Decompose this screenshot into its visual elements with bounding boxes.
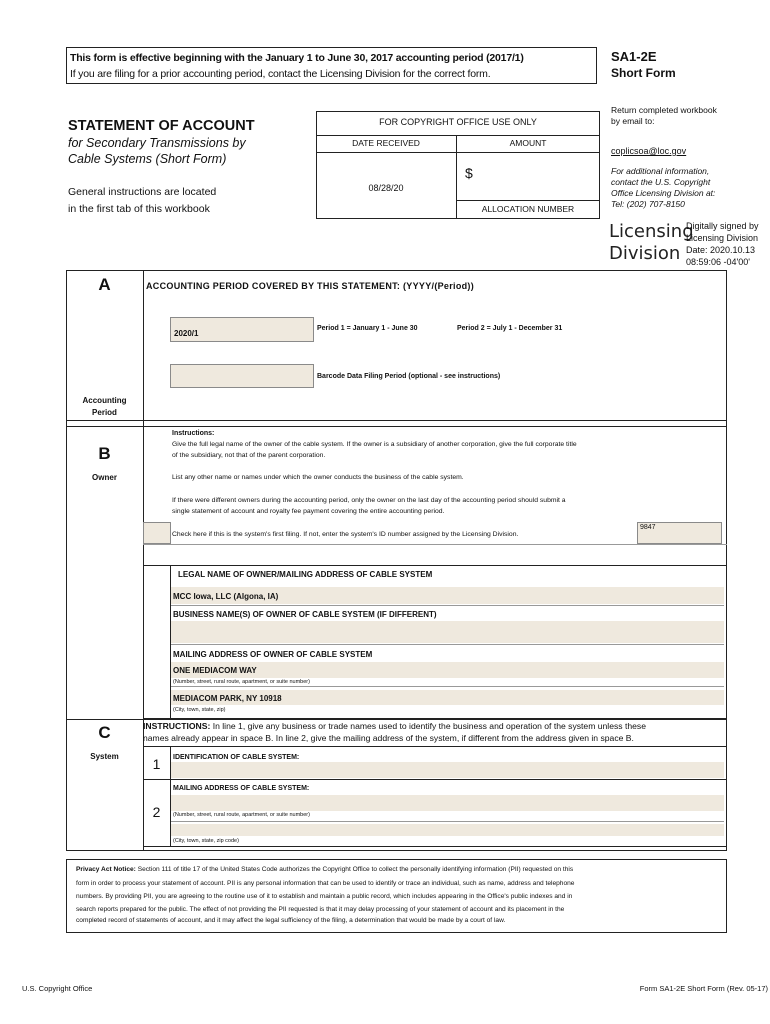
privacy-text-1: Section 111 of title 17 of the United States Code authorizes the Copyright Office to collect the personally identifying information (PII) requested on this [135,866,574,873]
privacy-line-2: form in order to process your statement of account. PII is any personal information that can be used to identify or trace an individual, such as name, address and telephone [76,880,575,887]
allocation-number-label: ALLOCATION NUMBER [481,204,575,214]
system-city-hint: (City, town, state, zip code) [173,838,239,844]
legal-name-value: MCC Iowa, LLC (Algona, IA) [173,592,279,601]
system-id-value: 9847 [640,524,656,531]
footer-left: U.S. Copyright Office [22,984,93,993]
telephone: Tel: (202) 707-8150 [611,199,685,209]
privacy-line-5: completed record of statements of account, and it may affect the legal sufficiency of the filing, a determination that would be made by a court of law. [76,917,506,924]
system-instructions-2: names already appear in space B. In line 2, give the mailing address of the system, if different from the address given in space B. [143,733,634,743]
owner-city-value: MEDIACOM PARK, NY 10918 [173,694,282,703]
form-code: SA1-2E [611,49,657,64]
owner-street-hint: (Number, street, rural route, apartment, or suite number) [173,679,310,685]
owner-instructions-title: Instructions: [172,430,215,437]
legal-name-heading: LEGAL NAME OF OWNER/MAILING ADDRESS OF CABLE SYSTEM [178,570,433,579]
title-sub-2: Cable Systems (Short Form) [68,152,227,166]
signature-line-1: Digitally signed by [686,221,759,231]
additional-info-2: contact the U.S. Copyright [611,177,711,187]
signature-name-1: Licensing [609,221,694,242]
owner-instruction-5: single statement of account and royalty fee payment covering the entire accounting period. [172,508,445,515]
section-c-label: System [90,752,119,761]
footer-right: Form SA1-2E Short Form (Rev. 05-17) [639,984,768,993]
identification-field[interactable] [171,762,724,778]
owner-instruction-4: If there were different owners during the accounting period, only the owner on the last day of the accounting period should submit a [172,497,566,504]
owner-instruction-2: of the subsidiary, not that of the parent corporation. [172,452,326,459]
privacy-line-1 [76,866,573,874]
owner-city-hint: (City, town, state, zip) [173,707,226,713]
owner-street-value: ONE MEDIACOM WAY [173,666,257,675]
effective-line: This form is effective beginning with the January 1 to June 30, 2017 accounting period (2017/1) [70,52,524,64]
system-instructions-bold: INSTRUCTIONS: [143,721,211,731]
system-line-2-number: 2 [152,804,161,820]
privacy-notice-title: Privacy Act Notice: [76,866,136,873]
section-b-label: Owner [92,473,117,482]
dollar-sign: $ [465,165,473,181]
system-street-field[interactable] [171,795,724,811]
section-c-letter: C [98,723,111,742]
privacy-line-4: search reports prepared for the public. The effect of not providing the PII requested is that it may delay processing of your statement of account and its placement in the [76,906,565,913]
first-filing-text: Check here if this is the system's first filing. If not, enter the system's ID number assigned by the Licensing Division. [172,531,519,538]
signature-line-4: 08:59:06 -04'00' [686,257,750,267]
amount-label: AMOUNT [509,138,547,148]
form-type: Short Form [611,66,676,80]
additional-info-3: Office Licensing Division at: [611,188,716,198]
email-link[interactable]: coplicsoa@loc.gov [611,146,687,156]
prior-period-line: If you are filing for a prior accounting period, contact the Licensing Division for the correct form. [70,68,491,80]
page-title: STATEMENT OF ACCOUNT [68,118,255,134]
first-filing-checkbox[interactable] [143,522,171,544]
general-instructions-1: General instructions are located [68,186,217,198]
system-mailing-label: MAILING ADDRESS OF CABLE SYSTEM: [173,785,310,792]
identification-label: IDENTIFICATION OF CABLE SYSTEM: [173,754,300,761]
period-2-note: Period 2 = July 1 - December 31 [457,325,563,332]
owner-instruction-3: List any other name or names under which the owner conducts the business of the cable system. [172,474,464,481]
section-b-letter: B [98,444,111,463]
business-names-label: BUSINESS NAME(S) OF OWNER OF CABLE SYSTEM (IF DIFFERENT) [173,610,437,619]
barcode-period-label: Barcode Data Filing Period (optional - see instructions) [317,373,501,380]
accounting-period-value: 2020/1 [174,329,199,338]
system-street-hint: (Number, street, rural route, apartment, or suite number) [173,812,310,818]
system-instructions-text-1: In line 1, give any business or trade names used to identify the business and operation of the system unless these [210,721,647,731]
signature-name-2: Division [609,243,681,264]
title-sub-1: for Secondary Transmissions by [68,136,246,150]
period-1-note: Period 1 = January 1 - June 30 [317,325,418,332]
business-names-field[interactable] [171,621,724,643]
office-use-header: FOR COPYRIGHT OFFICE USE ONLY [379,117,537,127]
general-instructions-2: in the first tab of this workbook [68,203,210,215]
additional-info-1: For additional information, [611,166,710,176]
date-received-value: 08/28/20 [368,183,404,193]
system-line-1-number: 1 [152,756,161,772]
system-instructions-1 [143,722,646,732]
section-a-label-1: Accounting [82,396,127,405]
system-city-field[interactable] [171,824,724,836]
section-a-letter: A [98,275,111,294]
privacy-line-3: numbers. By providing PII, you are agreeing to the routine use of it to establish and maintain a public record, which includes appearing in the Office's public indexes and in [76,893,573,900]
signature-line-2: Licensing Division [686,233,759,243]
signature-line-3: Date: 2020.10.13 [686,245,756,255]
return-info-2: by email to: [611,116,655,126]
barcode-period-field[interactable] [170,364,314,388]
return-info-1: Return completed workbook [611,105,717,115]
accounting-period-heading: ACCOUNTING PERIOD COVERED BY THIS STATEMENT: (YYYY/(Period)) [146,281,475,291]
mailing-address-label: MAILING ADDRESS OF OWNER OF CABLE SYSTEM [173,650,373,659]
section-a-label-2: Period [92,408,117,417]
owner-instruction-1: Give the full legal name of the owner of the cable system. If the owner is a subsidiary of another corporation, give the full corporate title [172,441,577,448]
date-received-label: DATE RECEIVED [352,138,420,148]
